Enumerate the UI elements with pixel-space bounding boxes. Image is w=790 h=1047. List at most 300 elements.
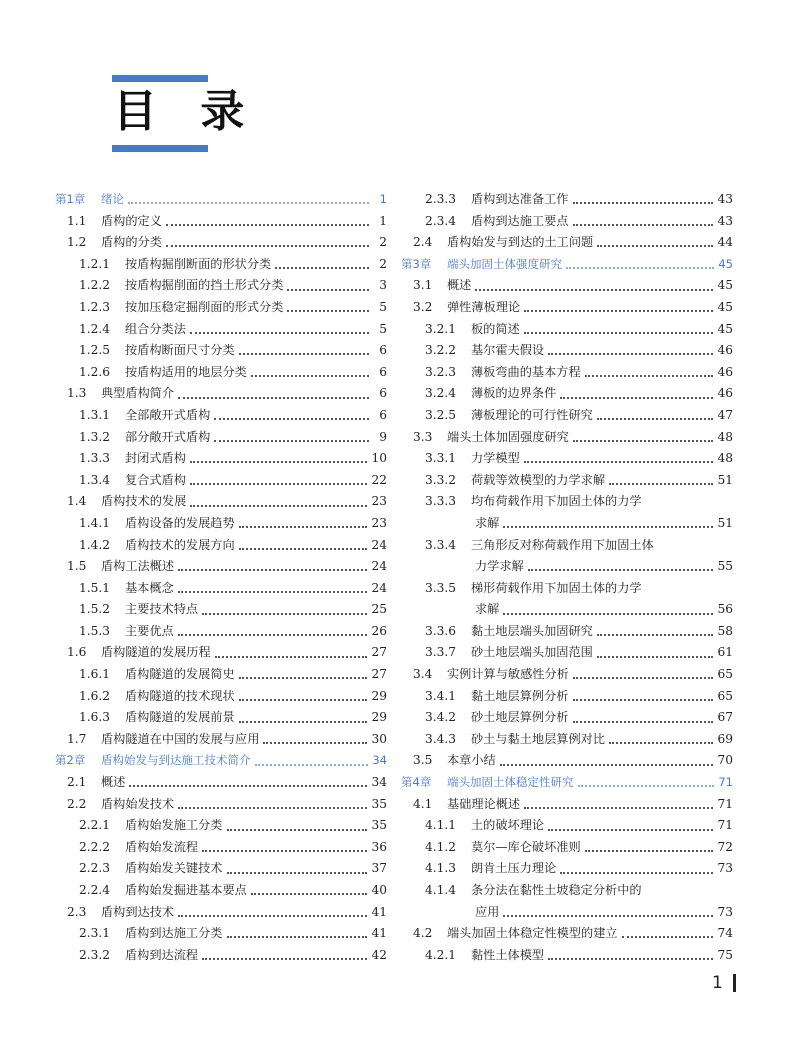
toc-entry-title: 基尔霍夫假设: [471, 343, 545, 358]
toc-entry-number: 4.1.1: [425, 818, 457, 833]
toc-entry-number: 1.6.2: [79, 688, 111, 703]
toc-leader-dots: [190, 482, 368, 485]
toc-leader-dots: [215, 655, 368, 658]
toc-entry-title: 盾构的定义: [101, 213, 162, 228]
toc-entry[interactable]: [401, 362, 733, 384]
toc-entry-number: 1.7: [67, 731, 87, 746]
toc-entry-title: 求解: [475, 602, 500, 617]
toc-leader-dots: [585, 849, 714, 852]
toc-entry[interactable]: [55, 880, 387, 902]
toc-entry-number: 3.3.4: [425, 537, 457, 552]
toc-entry-page: 41: [371, 904, 387, 919]
toc-leader-dots: [239, 698, 368, 701]
toc-leader-dots: [227, 935, 368, 938]
toc-entry-number: 3.3.1: [425, 451, 457, 466]
toc-entry-page: 26: [371, 623, 387, 638]
toc-entry[interactable]: [55, 275, 387, 297]
page-number-bar: [733, 974, 736, 992]
toc-entry-title: 按盾构适用的地层分类: [125, 364, 247, 379]
toc-entry-title: 薄板弯曲的基本方程: [471, 364, 581, 379]
toc-entry-page: 10: [371, 451, 387, 466]
toc-entry-title: 基础理论概述: [447, 796, 521, 811]
title-decoration-bottom: [112, 145, 208, 152]
toc-entry-title: 梯形荷载作用下加固土体的力学: [471, 580, 642, 595]
toc-entry-title: 土的破坏理论: [471, 818, 545, 833]
toc-leader-dots: [560, 871, 713, 874]
toc-entry-number: 1.2.4: [79, 321, 111, 336]
toc-entry[interactable]: [401, 491, 733, 513]
toc-entry-number: 1.4.1: [79, 515, 111, 530]
toc-entry[interactable]: [401, 254, 733, 276]
toc-entry[interactable]: [401, 599, 733, 621]
toc-entry[interactable]: [55, 491, 387, 513]
toc-leader-dots: [573, 439, 714, 442]
toc-entry-page: 9: [379, 429, 387, 444]
toc-entry-number: 3.3.2: [425, 472, 457, 487]
toc-entry-page: 42: [371, 947, 387, 962]
toc-entry[interactable]: [401, 340, 733, 362]
toc-leader-dots: [255, 763, 369, 766]
page-number: 1: [712, 973, 723, 993]
toc-entry-title: 复合式盾构: [125, 472, 186, 487]
toc-leader-dots: [597, 655, 714, 658]
toc-entry[interactable]: [55, 297, 387, 319]
toc-entry-title: 莫尔—库仑破坏准则: [471, 839, 581, 854]
toc-entry-number: 1.2.6: [79, 364, 111, 379]
toc-leader-dots: [178, 396, 369, 399]
toc-entry-title: 盾构隧道在中国的发展与应用: [101, 731, 260, 746]
toc-entry-page: 35: [371, 818, 387, 833]
toc-entry-page: 37: [371, 861, 387, 876]
toc-entry[interactable]: [55, 750, 387, 772]
toc-entry[interactable]: [55, 837, 387, 859]
toc-entry-number: 3.5: [413, 753, 433, 768]
toc-entry-page: 71: [717, 796, 733, 811]
toc-entry-number: 1.4: [67, 494, 87, 509]
toc-leader-dots: [573, 698, 714, 701]
toc-entry-number: 3.2.5: [425, 407, 457, 422]
toc-entry-number: 1.3.4: [79, 472, 111, 487]
toc-leader-dots: [129, 784, 367, 787]
toc-entry-page: 71: [717, 818, 733, 833]
toc-entry-number: 4.1.4: [425, 883, 457, 897]
toc-leader-dots: [548, 352, 713, 355]
toc-entry[interactable]: [401, 427, 733, 449]
toc-entry[interactable]: [401, 448, 733, 470]
toc-leader-dots: [128, 201, 369, 204]
toc-entry-page: 5: [379, 299, 387, 314]
toc-leader-dots: [239, 720, 368, 723]
toc-entry-number: 3.2.3: [425, 364, 457, 379]
toc-entry-page: 23: [371, 515, 387, 530]
toc-entry-title: 砂土与黏土地层算例对比: [471, 731, 606, 746]
toc-entry[interactable]: [401, 923, 733, 945]
toc-leader-dots: [178, 806, 367, 809]
toc-entry[interactable]: [401, 707, 733, 729]
toc-entry[interactable]: [55, 556, 387, 578]
toc-entry-page: 23: [371, 494, 387, 509]
toc-entry-title: 盾构隧道的发展历程: [101, 645, 211, 660]
toc-entry[interactable]: [55, 448, 387, 470]
toc-leader-dots: [548, 957, 713, 960]
toc-entry[interactable]: [401, 232, 733, 254]
toc-entry-page: 51: [717, 472, 733, 487]
toc-entry-number: 1.3: [67, 386, 87, 401]
toc-leader-dots: [190, 331, 369, 334]
toc-entry[interactable]: [401, 858, 733, 880]
toc-entry-title: 盾构技术的发展: [101, 494, 187, 509]
toc-entry-page: 34: [371, 775, 387, 790]
toc-entry[interactable]: [55, 858, 387, 880]
toc-entry-page: 44: [717, 235, 733, 250]
toc-entry[interactable]: [55, 254, 387, 276]
toc-entry[interactable]: [55, 470, 387, 492]
toc-leader-dots: [202, 849, 367, 852]
toc-entry[interactable]: [401, 880, 733, 902]
toc-entry[interactable]: [401, 319, 733, 341]
toc-leader-dots: [178, 590, 368, 593]
toc-leader-dots: [524, 331, 714, 334]
toc-entry-number: 3.3.6: [425, 623, 457, 638]
toc-leader-dots: [227, 828, 368, 831]
toc-entry[interactable]: [401, 642, 733, 664]
toc-leader-dots: [609, 482, 713, 485]
toc-leader-dots: [275, 266, 369, 269]
toc-leader-dots: [166, 244, 369, 247]
toc-entry[interactable]: [55, 794, 387, 816]
toc-entry[interactable]: [55, 405, 387, 427]
toc-entry-number: 2.2.4: [79, 883, 111, 897]
toc-entry-number: 2.3.2: [79, 947, 111, 962]
toc-entry-number: 第1章: [55, 192, 86, 206]
toc-leader-dots: [573, 201, 714, 204]
page-title: 目 录: [113, 86, 259, 137]
toc-leader-dots: [609, 741, 713, 744]
toc-entry-page: 25: [371, 602, 387, 617]
toc-leader-dots: [166, 223, 369, 226]
toc-leader-dots: [573, 223, 714, 226]
toc-entry-page: 43: [717, 213, 733, 228]
toc-leader-dots: [239, 676, 368, 679]
toc-entry-title: 按盾构掘削面的挡土形式分类: [125, 278, 284, 293]
toc-entry[interactable]: [55, 578, 387, 600]
toc-leader-dots: [214, 439, 369, 442]
toc-entry-page: 73: [717, 904, 733, 919]
toc-entry-title: 黏性土体模型: [471, 947, 545, 962]
toc-leader-dots: [475, 288, 713, 291]
toc-entry-page: 45: [717, 321, 733, 336]
toc-entry[interactable]: [401, 405, 733, 427]
toc-entry-number: 4.2.1: [425, 947, 457, 962]
toc-entry-number: 4.1.2: [425, 839, 457, 854]
toc-entry-page: 35: [371, 796, 387, 811]
toc-entry-title: 端头加固土体强度研究: [447, 256, 562, 271]
toc-entry-number: 3.1: [413, 278, 433, 293]
toc-entry[interactable]: [55, 319, 387, 341]
toc-leader-dots: [263, 741, 367, 744]
toc-entry-number: 2.3: [67, 904, 87, 919]
toc-entry-page: 46: [717, 343, 733, 358]
toc-entry-number: 3.3.3: [425, 494, 457, 509]
toc-right-column: [401, 189, 733, 966]
toc-entry-title: 弹性薄板理论: [447, 299, 521, 314]
toc-entry[interactable]: [401, 211, 733, 233]
toc-entry[interactable]: [401, 750, 733, 772]
toc-entry-title: 按加压稳定掘削面的形式分类: [125, 299, 284, 314]
toc-entry-number: 4.1.3: [425, 861, 457, 876]
toc-entry-page: 75: [717, 947, 733, 962]
toc-entry-page: 45: [718, 256, 733, 271]
toc-entry-title: 薄板理论的可行性研究: [471, 407, 593, 422]
toc-entry-page: 5: [379, 321, 387, 336]
toc-entry[interactable]: [55, 621, 387, 643]
toc-entry-page: 6: [379, 386, 387, 401]
toc-entry[interactable]: [55, 362, 387, 384]
toc-entry-page: 24: [371, 559, 387, 574]
toc-entry-page: 2: [379, 256, 387, 271]
toc-entry-page: 29: [371, 688, 387, 703]
toc-entry-title: 盾构隧道的技术现状: [125, 688, 235, 703]
toc-entry[interactable]: [55, 815, 387, 837]
toc-entry-title: 盾构的分类: [101, 235, 162, 250]
toc-entry-number: 3.2.1: [425, 321, 457, 336]
toc-entry-page: 41: [371, 926, 387, 941]
toc-entry-title: 盾构始发掘进基本要点: [125, 883, 247, 897]
toc-leader-dots: [190, 460, 368, 463]
toc-leader-dots: [178, 633, 368, 636]
toc-entry-title: 盾构隧道的发展前景: [125, 710, 235, 725]
toc-entry-title: 三角形反对称荷载作用下加固土体: [471, 537, 654, 552]
toc-entry[interactable]: [55, 599, 387, 621]
toc-entry[interactable]: [55, 232, 387, 254]
toc-entry-number: 1.5.3: [79, 623, 111, 638]
toc-entry-number: 2.2.1: [79, 818, 111, 833]
toc-entry[interactable]: [401, 837, 733, 859]
toc-entry-title: 封闭式盾构: [125, 451, 186, 466]
toc-leader-dots: [214, 417, 369, 420]
toc-entry[interactable]: [401, 815, 733, 837]
toc-entry-page: 65: [717, 688, 733, 703]
toc-entry-page: 27: [371, 667, 387, 682]
toc-entry-page: 72: [717, 839, 733, 854]
toc-entry-title: 基本概念: [125, 580, 174, 595]
toc-entry-page: 73: [717, 861, 733, 876]
toc-entry-page: 47: [717, 407, 733, 422]
toc-entry[interactable]: [401, 470, 733, 492]
toc-entry-page: 58: [717, 623, 733, 638]
toc-entry[interactable]: [401, 772, 733, 794]
toc-entry-title: 黏土地层端头加固研究: [471, 623, 593, 638]
toc-leader-dots: [251, 374, 369, 377]
toc-entry[interactable]: [55, 686, 387, 708]
toc-leader-dots: [503, 612, 713, 615]
toc-left-column: [55, 189, 387, 966]
toc-entry-title: 主要技术特点: [125, 602, 199, 617]
toc-entry[interactable]: [55, 211, 387, 233]
toc-leader-dots: [566, 266, 714, 269]
toc-entry[interactable]: [55, 664, 387, 686]
toc-leader-dots: [597, 633, 714, 636]
toc-entry[interactable]: [401, 297, 733, 319]
toc-entry-title: 概述: [447, 278, 472, 293]
toc-entry-page: 67: [717, 710, 733, 725]
toc-entry-number: 3.4.2: [425, 710, 457, 725]
toc-entry[interactable]: [55, 642, 387, 664]
toc-entry[interactable]: [401, 945, 733, 967]
toc-entry-title: 砂土地层端头加固范围: [471, 645, 593, 660]
toc-leader-dots: [239, 352, 369, 355]
toc-entry-number: 3.4.1: [425, 688, 457, 703]
toc-entry-page: 46: [717, 386, 733, 401]
toc-entry-title: 板的简述: [471, 321, 520, 336]
toc-entry-number: 1.5: [67, 559, 87, 574]
toc-entry-number: 1.2.3: [79, 299, 111, 314]
toc-entry-title: 盾构工法概述: [101, 559, 175, 574]
toc-entry[interactable]: [401, 513, 733, 535]
toc-entry-title: 盾构始发与到达的土工问题: [447, 235, 594, 250]
toc-entry-page: 1: [379, 192, 387, 206]
toc-entry[interactable]: [401, 556, 733, 578]
toc-entry-title: 盾构始发与到达施工技术简介: [101, 753, 251, 768]
toc-entry-number: 1.5.1: [79, 580, 111, 595]
toc-entry-title: 盾构技术的发展方向: [125, 537, 235, 552]
toc-entry-title: 盾构始发流程: [125, 839, 199, 854]
toc-entry-title: 盾构始发施工分类: [125, 818, 223, 833]
toc-entry-page: 48: [717, 429, 733, 444]
toc-entry-number: 第3章: [401, 256, 432, 271]
toc-entry-number: 3.3: [413, 429, 433, 444]
toc-leader-dots: [622, 935, 714, 938]
toc-entry-title: 砂土地层算例分析: [471, 710, 569, 725]
toc-entry-title: 盾构到达流程: [125, 947, 199, 962]
toc-leader-dots: [190, 504, 367, 507]
toc-entry[interactable]: [401, 664, 733, 686]
toc-entry[interactable]: [401, 794, 733, 816]
toc-entry-page: 30: [371, 731, 387, 746]
toc-entry-title: 力学求解: [475, 559, 524, 574]
toc-leader-dots: [503, 525, 713, 528]
toc-entry-title: 应用: [475, 904, 500, 919]
toc-entry-title: 盾构到达准备工作: [471, 192, 569, 206]
toc-entry[interactable]: [55, 340, 387, 362]
toc-entry[interactable]: [401, 275, 733, 297]
toc-entry-title: 绪论: [101, 192, 124, 206]
toc-entry-page: 71: [718, 775, 733, 790]
toc-entry[interactable]: [55, 923, 387, 945]
toc-leader-dots: [287, 309, 369, 312]
toc-entry-number: 1.6.3: [79, 710, 111, 725]
toc-leader-dots: [597, 244, 713, 247]
toc-entry-number: 2.1: [67, 775, 87, 790]
toc-entry[interactable]: [55, 945, 387, 967]
toc-entry-title: 端头土体加固强度研究: [447, 429, 569, 444]
toc-leader-dots: [528, 568, 714, 571]
toc-leader-dots: [597, 417, 714, 420]
toc-entry-title: 力学模型: [471, 451, 520, 466]
toc-entry[interactable]: [55, 189, 387, 211]
toc-entry-number: 1.1: [67, 213, 87, 228]
toc-entry[interactable]: [401, 902, 733, 924]
toc-entry[interactable]: [55, 772, 387, 794]
toc-entry-number: 1.5.2: [79, 602, 111, 617]
toc-entry-number: 3.4.3: [425, 731, 457, 746]
toc-entry[interactable]: [401, 383, 733, 405]
toc-entry-page: 24: [371, 580, 387, 595]
toc-entry[interactable]: [55, 427, 387, 449]
toc-entry-title: 条分法在黏性土坡稳定分析中的: [471, 883, 642, 897]
toc-entry-page: 61: [717, 645, 733, 660]
toc-leader-dots: [202, 957, 367, 960]
toc-entry-number: 1.3.1: [79, 407, 111, 422]
toc-leader-dots: [578, 784, 715, 787]
toc-entry-number: 2.2.3: [79, 861, 111, 876]
toc-leader-dots: [202, 612, 367, 615]
toc-entry[interactable]: [401, 189, 733, 211]
toc-entry[interactable]: [55, 513, 387, 535]
toc-leader-dots: [585, 374, 714, 377]
toc-entry-page: 24: [371, 537, 387, 552]
toc-entry[interactable]: [401, 686, 733, 708]
toc-entry-page: 34: [372, 753, 387, 768]
toc-entry[interactable]: [401, 578, 733, 600]
toc-leader-dots: [573, 720, 714, 723]
toc-entry-page: 69: [717, 731, 733, 746]
toc-entry[interactable]: [401, 729, 733, 751]
toc-entry[interactable]: [401, 621, 733, 643]
toc-entry[interactable]: [55, 729, 387, 751]
toc-leader-dots: [239, 547, 368, 550]
toc-entry[interactable]: [55, 707, 387, 729]
toc-entry-number: 第4章: [401, 775, 432, 790]
toc-entry-number: 第2章: [55, 753, 86, 768]
toc-entry-title: 盾构始发技术: [101, 796, 175, 811]
toc-leader-dots: [524, 309, 713, 312]
toc-leader-dots: [287, 288, 369, 291]
toc-entry-title: 荷载等效模型的力学求解: [471, 472, 606, 487]
toc-entry-number: 3.3.5: [425, 580, 457, 595]
toc-leader-dots: [560, 396, 713, 399]
toc-entry-title: 盾构到达施工要点: [471, 213, 569, 228]
toc-entry-page: 55: [717, 559, 733, 574]
toc-entry[interactable]: [55, 902, 387, 924]
toc-leader-dots: [503, 914, 713, 917]
toc-entry-number: 3.2.2: [425, 343, 457, 358]
toc-entry[interactable]: [55, 535, 387, 557]
toc-leader-dots: [573, 676, 714, 679]
toc-entry-page: 1: [379, 213, 387, 228]
toc-entry-title: 本章小结: [447, 753, 496, 768]
toc-entry-title: 盾构隧道的发展简史: [125, 667, 235, 682]
toc-entry-number: 1.6.1: [79, 667, 111, 682]
toc-entry-page: 6: [379, 343, 387, 358]
toc-entry-page: 22: [371, 472, 387, 487]
toc-entry[interactable]: [55, 383, 387, 405]
toc-leader-dots: [524, 460, 714, 463]
toc-entry-number: 3.3.7: [425, 645, 457, 660]
toc-entry-title: 盾构设备的发展趋势: [125, 515, 235, 530]
toc-entry-number: 1.2: [67, 235, 87, 250]
toc-entry-number: 1.6: [67, 645, 87, 660]
toc-entry-number: 4.2: [413, 926, 433, 941]
toc-entry-title: 按盾构断面尺寸分类: [125, 343, 235, 358]
toc-entry-number: 1.2.5: [79, 343, 111, 358]
toc-entry-page: 36: [371, 839, 387, 854]
toc-entry-title: 盾构到达技术: [101, 904, 175, 919]
toc-entry[interactable]: [401, 535, 733, 557]
toc-entry-title: 按盾构掘削断面的形状分类: [125, 256, 272, 271]
toc-entry-title: 求解: [475, 515, 500, 530]
toc-entry-title: 盾构到达施工分类: [125, 926, 223, 941]
